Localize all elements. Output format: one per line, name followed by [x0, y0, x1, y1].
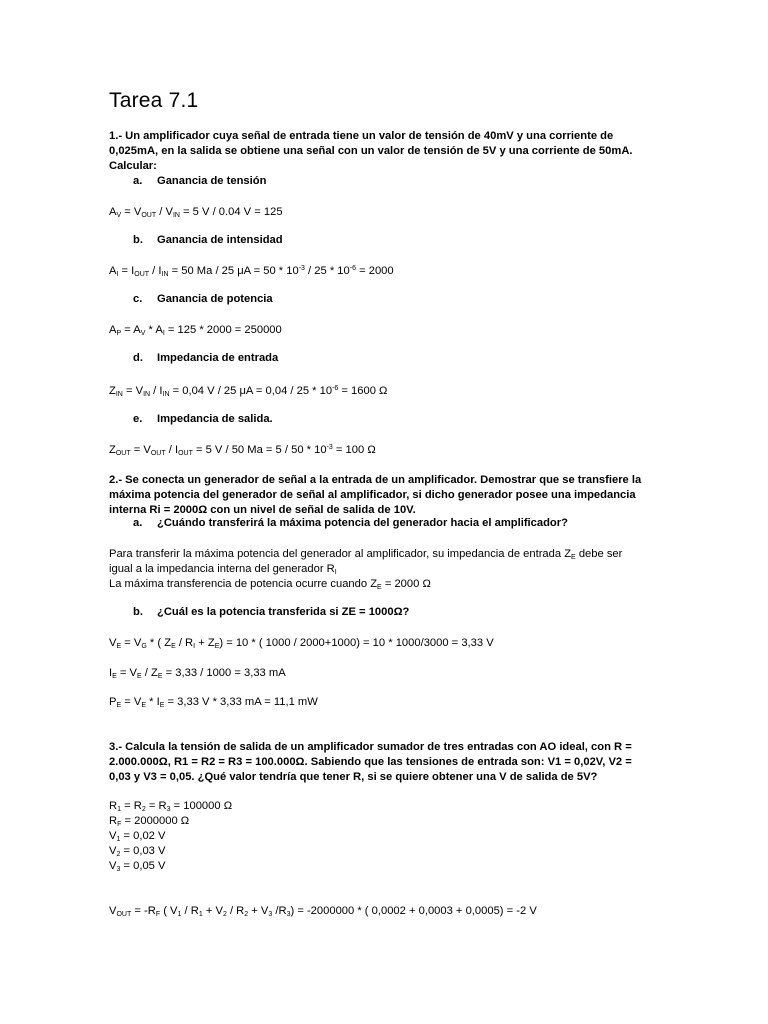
- q1-item-c-text: Ganancia de potencia: [157, 293, 273, 305]
- q3-line-3: 0,03 y V3 = 0,05. ¿Qué valor tendría que tener R, si se quiere obtener una V de salida de 5V?: [109, 771, 598, 783]
- q2-item-a-label: a.: [133, 517, 143, 529]
- rf-value-line: $R_F = 2000000$ Ω: [109, 815, 190, 828]
- q1-item-a-label: a.: [133, 175, 143, 187]
- page-title: Tarea 7.1: [109, 89, 199, 112]
- q2-line-3: interna Ri = 2000Ω con un nivel de señal de salida de 10V.: [109, 504, 416, 516]
- v2-value-line: $V_2 = 0,03$ V: [109, 845, 166, 858]
- q1-item-a-text: Ganancia de tensión: [157, 175, 267, 187]
- q2-answer-line-3: La máxima transferencia de potencia ocurre cuando $Z_E = 2000$ Ω: [109, 578, 431, 591]
- current-gain-equation: $A_I = I_{OUT} / I_{IN} = 50$ Ma / 25 $\mu A = 50 * 10^{-3} / 25 * 10^{-6} = 2000$: [109, 265, 394, 278]
- q2-line-1: 2.- Se conecta un generador de señal a la entrada de un amplificador. Demostrar que se transfiere la: [109, 474, 642, 486]
- r-values-line: $R_1 = R_2 = R_3 = 100000$ Ω: [109, 800, 233, 813]
- q1-item-d-text: Impedancia de entrada: [157, 352, 279, 364]
- q1-line-3: Calcular:: [109, 160, 157, 172]
- v3-value-line: $V_3 = 0,05$ V: [109, 860, 166, 873]
- q2-item-b: [133, 606, 409, 618]
- q1-item-a: [133, 175, 266, 187]
- output-impedance-equation: $Z_{OUT} = V_{OUT} / I_{OUT} = 5$ V / 50 $Ma = 5 / 50 * 10^{-3} = 100$ Ω: [109, 444, 376, 457]
- q1-item-c-label: c.: [133, 293, 143, 305]
- q2-item-b-text: ¿Cuál es la potencia transferida si ZE = 1000Ω?: [157, 606, 410, 618]
- q2-answer-line-2: igual a la impedancia interna del generador $R_I$: [109, 563, 337, 576]
- q1-line-2: 0,025mA, en la salida se obtiene una señal con un valor de tensión de 5V y una corriente de 50mA.: [109, 145, 633, 157]
- q3-line-2: 2.000.000Ω, R1 = R2 = R3 = 100.000Ω. Sabiendo que las tensiones de entrada son: V1 = 0,02V, V2 =: [109, 756, 632, 768]
- power-gain-equation: $A_P = A_V * A_I = 125 * 2000 = 250000$: [109, 324, 282, 337]
- input-impedance-equation: $Z_{IN} = V_{IN} / I_{IN} = 0,04$ V / 25 $\mu A = 0,04 / 25 * 10^{-6} = 1600$ Ω: [109, 385, 388, 398]
- q2-item-b-label: b.: [133, 606, 143, 618]
- q1-item-e-label: e.: [133, 413, 143, 425]
- vout-equation: $V_{OUT} = -R_F$ ( $V_1 / R_1 + V_2 / R_2 + V_3$ $/R_3) = -2000000$ * ( 0,0002 + 0,0003 + 0,0005) = -2 V: [109, 905, 537, 918]
- q2-answer-line-1: Para transferir la máxima potencia del generador al amplificador, su impedancia de entrada $Z_E$ debe ser: [109, 548, 623, 561]
- q1-item-d-label: d.: [133, 352, 143, 364]
- q2-item-a: [133, 517, 568, 529]
- v1-value-line: $V_1 = 0,02$ V: [109, 830, 166, 843]
- q1-item-b: [133, 234, 283, 246]
- pe-equation: $P_E = V_E * I_E = 3,33$ V * 3,33 mA = 11,1 mW: [109, 696, 318, 709]
- ie-equation: $I_E = V_E / Z_E = 3,33 / 1000 = 3,33$ mA: [109, 667, 286, 680]
- q2-line-2: máxima potencia del generador de señal al amplificador, si dicho generador posee una impedancia: [109, 489, 636, 501]
- ve-equation: $V_E = V_G$ * ( $Z_E / R_I + Z_E) = 10$ * ( 1000 / 2000+1000) = 10 * 1000/3000 = 3,33 V: [109, 637, 494, 650]
- q1-item-e: [133, 413, 273, 425]
- q1-item-d: [133, 352, 278, 364]
- voltage-gain-equation: $A_V = V_{OUT} / V_{IN} = 5$ V / 0.04 V = 125: [109, 206, 283, 219]
- q1-item-c: [133, 293, 273, 305]
- q2-item-a-text: ¿Cuándo transferirá la máxima potencia del generador hacia el amplificador?: [157, 517, 568, 529]
- q1-line-1: 1.- Un amplificador cuya señal de entrada tiene un valor de tensión de 40mV y una corriente de: [109, 130, 614, 142]
- q1-item-b-text: Ganancia de intensidad: [157, 234, 283, 246]
- q1-item-e-text: Impedancia de salida.: [157, 413, 273, 425]
- q1-item-b-label: b.: [133, 234, 143, 246]
- q3-line-1: 3.- Calcula la tensión de salida de un amplificador sumador de tres entradas con AO ideal, con R =: [109, 741, 632, 753]
